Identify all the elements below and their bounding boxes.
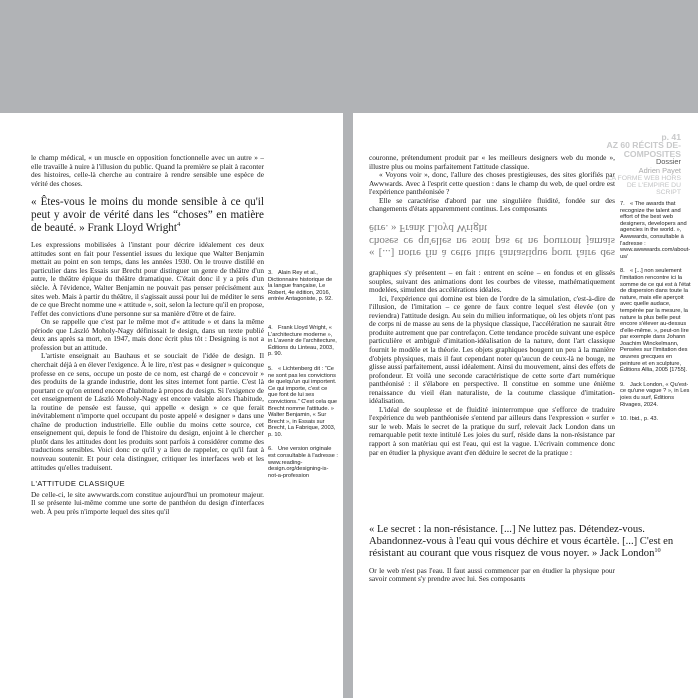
- paragraph: « Voyons voir », donc, l'allure des choses prestigieuses, des sites glorifiés par Awwwards. Avec à l'esprit cette question : dans le champ du web, de quel ordre est l'expérience panthéonisée ?: [369, 170, 615, 197]
- author-name: Adrien Payet: [638, 165, 681, 175]
- paragraph: On se rappelle que c'est par le même mot d'« attitude » et dans la même période que László Moholy-Nagy définissait le design, dans un texte publié deux ans après sa mort, en 1947, mais donc écrit plus tôt : Designing is not a profession but an attitude.: [31, 317, 264, 352]
- paragraph: L'artiste enseignait au Bauhaus et se souciait de l'idée de design. Il cherchait déjà à en élever l'exigence. À le lire, n'est pas « designer » quiconque professe en ce sens, occupe un poste de ce nom, est chargé de « concevoir » des produits de la grande industrie, dont les sites internet font partie. C'est là pourtant ce qu'on entend encore d'habitude à propos du design. Si l'exigence de cet enseignement de László Moholy-Nagy est encore valable alors l'habitude, la routine de pensée est fausse, qui appelle « design » ce que ferait inévitablement n'importe quel occupant du poste appelé « designer » dans une chaîne de production industrielle. Elle oublie du moins cette source, cet enseignement qui, depuis le fond de l'histoire du design, enjoint à le chercher plutôt dans les attitudes dont les produits sont parfois à considérer comme des traductions sensibles. Voici donc ce qu'il y a lieu de rappeler, ce qu'il faut à nouveau soutenir. Et pour cela distinguer, critiquer les interfaces web et les attitudes qu'elles traduisent.: [31, 351, 264, 472]
- left-footnotes: [268, 270, 338, 485]
- right-main-column: [369, 154, 615, 457]
- mirrored-quote: « [...] notre fin à cette lutte fantastique pour faire des choses ce qu'elles ne sont pas et ne pourront jamais être. » Frank Lloyd Wright: [369, 222, 615, 260]
- footnote: 5. « Lichtenberg dit : “Ce ne sont pas les convictions de quelqu'un qui importent. Ce qui importe, c'est ce que font de lui ses convictions.” C'est cela que Brecht nomme l'attitude. » Walter Benjamin, « Sur Brecht », in Essais sur Brecht, La Fabrique, 2003, p. 10.: [268, 365, 338, 438]
- footnote: 8. « [...] non seulement l'imitation rencontre ici la somme de ce qui est à l'état de dispersion dans toute la nature, mais elle aperçoit avec quelle audace, tempérée par la mesure, la nature la plus belle peut encore s'élever au-dessus d'elle-même. », peut-on lire par exemple dans Johann Joachim Winckelmann, Pensées sur l'imitation des œuvres grecques en peinture et en sculpture, Éditions Allia, 2005 [1755].: [620, 268, 691, 374]
- footnote: 10. Ibid., p. 43.: [620, 416, 659, 423]
- paragraph: De celle-ci, le site awwwards.com constitue aujourd'hui un promoteur majeur. Il se présente lui-même comme une sorte de panthéon du design d'interfaces web. À peu près n'importe lequel des sites qu'il: [31, 489, 264, 516]
- paragraph: Or le web n'est pas l'eau. Il faut aussi commencer par en étudier la physique pour savoir comment s'y prendre avec lui. Ses composants: [369, 565, 615, 584]
- paragraph: couronne, prétendument produit par « les meilleurs designers web du monde », illustre plus ou moins parfaitement l'attitude classique.: [369, 154, 615, 171]
- paragraph: Les expressions mobilisées à l'instant pour décrire idéalement ces deux attitudes sont en fait pour l'essentiel issues du lexique que Walter Benjamin mettait au point en son temps, dans les années 1930. On le trouve distillé en particulier dans les Essais sur Brecht pour distinguer un genre de théâtre d'un autre, le théâtre épique du théâtre dramatique. C'était donc il y a près d'un siècle. À l'évidence, Walter Benjamin ne pouvait pas penser précisément aux sites web. Mais à partir du théâtre, il s'agissait aussi pour lui de méditer le sens de ce que Brecht nomme une « attitude », soit, selon la lecture qu'il en propose, l'effet des convictions d'une personne sur sa manière d'être et de faire.: [31, 240, 264, 318]
- right-wide-quote: [369, 524, 681, 584]
- pull-quote: « Êtes-vous le moins du monde sensible à ce qu'il peut y avoir de vérité dans les “choses” en matière de beauté. » Frank Lloyd Wright$^4$: [31, 196, 264, 234]
- section-kind: Dossier: [655, 157, 681, 167]
- paragraph: Ici, l'expérience qui domine est bien de l'ordre de la simulation, c'est-à-dire de l'illusion, de l'imitation – ce genre de faux contre lequel s'est élevée (on y reviendra) l'attitude design. Au sein du milieu informatique, où les objets n'ont pas de corps ni de masse au sens de la physique classique, l'accélération ne saurait être produite autrement que par contrefaçon. Cette tendance procède suivant une espèce particulière et ambiguë d'imitation-idéalisation de la nature, dont l'art classique fournit le modèle et la théorie. Les objets graphiques bougent un peu à la manière d'objets physiques, mais il faut cependant noter qu'aucun de ceux-là ne bouge, ne glisse aussi parfaitement, aussi idéalement. Ainsi du mouvement, ainsi des effets de profondeur. Et voilà une seconde caractéristique de cette sorte d'art numérique panthéonisé : il s'élabore en perspective. Il constitue en somme une énième renaissance du vieil élan naturaliste, de la coutume classique d'imitation-idéalisation.: [369, 293, 615, 406]
- paragraph: Elle se caractérise d'abord par une singulière fluidité, fondée sur des changements d'états apparemment continus. Les composants: [369, 195, 615, 214]
- paragraph: le champ médical, « un muscle en opposition fonctionnelle avec un autre » – elle travaille à nuire à l'illusion du public. Quand la première se plait à raconter des histoires, celle-là cherche au contraire à rendre sensible une espèce de vérité des choses.: [31, 154, 264, 188]
- pull-quote: « Le secret : la non-résistance. [...] Ne luttez pas. Détendez-vous. Abandonnez-vous à l'eau qui vous déchire et vous écartèle. [...] C'est en résistant au courant que vous risquez de vous noyer. » Jack London$^{10}$: [369, 524, 674, 560]
- footnote: 4. Frank Lloyd Wright, « L'architecture moderne », in L'avenir de l'architecture, Éditions du Linteau, 2003, p. 90.: [268, 324, 337, 358]
- article-title: LA FORME WEB HORS DE L'EMPIRE DU SCRIPT: [607, 174, 681, 197]
- section-heading: L'ATTITUDE CLASSIQUE: [31, 479, 125, 489]
- section-title: AZ 60 RÉCITS DE-COMPOSITES: [606, 140, 681, 159]
- paragraph: L'idéal de souplesse et de fluidité ininterrompue que s'efforce de traduire l'expérience du web panthéonisée s'entend par ailleurs dans l'expression « surfer » sur le web. Mais le secret de la pratique du surf, relevait Jack London dans un remarquable petit texte intitulé Les joies du surf, réside dans la non-résistance par rapport à son matériau qui est l'eau, qui est la vague. L'écrivain commence donc par en étudier la physique avant d'en déduire le secret de la pratique :: [369, 404, 615, 457]
- page-header: [603, 133, 681, 196]
- right-page: [353, 113, 698, 698]
- page-number: p. 41: [661, 132, 681, 142]
- right-footnotes: [620, 201, 692, 429]
- left-page: [0, 113, 343, 698]
- footnote: 9. Jack London, « Qu'est-ce qu'une vague ? », in Les joies du surf, Éditions Rivages, 2024.: [620, 381, 690, 408]
- footnote: 7. « The awards that recognize the talent and effort of the best web designers, developers and agencies in the world. », Awwwards, consultable à l'adresse : www.awwwards.com/about-us/: [620, 201, 691, 260]
- paragraph: graphiques s'y présentent – en fait : entrent en scène – en fondus et en glissés souples, suivant des animations dont les courbes de vitesse, mathématiquement modelées, simulent des accélérations idéales.: [369, 268, 615, 295]
- footnote: 6. Une version originale est consultable à l'adresse : www.reading-design.org/designing-is-not-a-profession: [268, 446, 338, 479]
- footnote: 3. Alain Rey et al., Dictionnaire historique de la langue française, Le Robert, 4e édition, 2016, entrée Antagoniste, p. 92.: [268, 270, 333, 303]
- left-main-column: [31, 154, 264, 516]
